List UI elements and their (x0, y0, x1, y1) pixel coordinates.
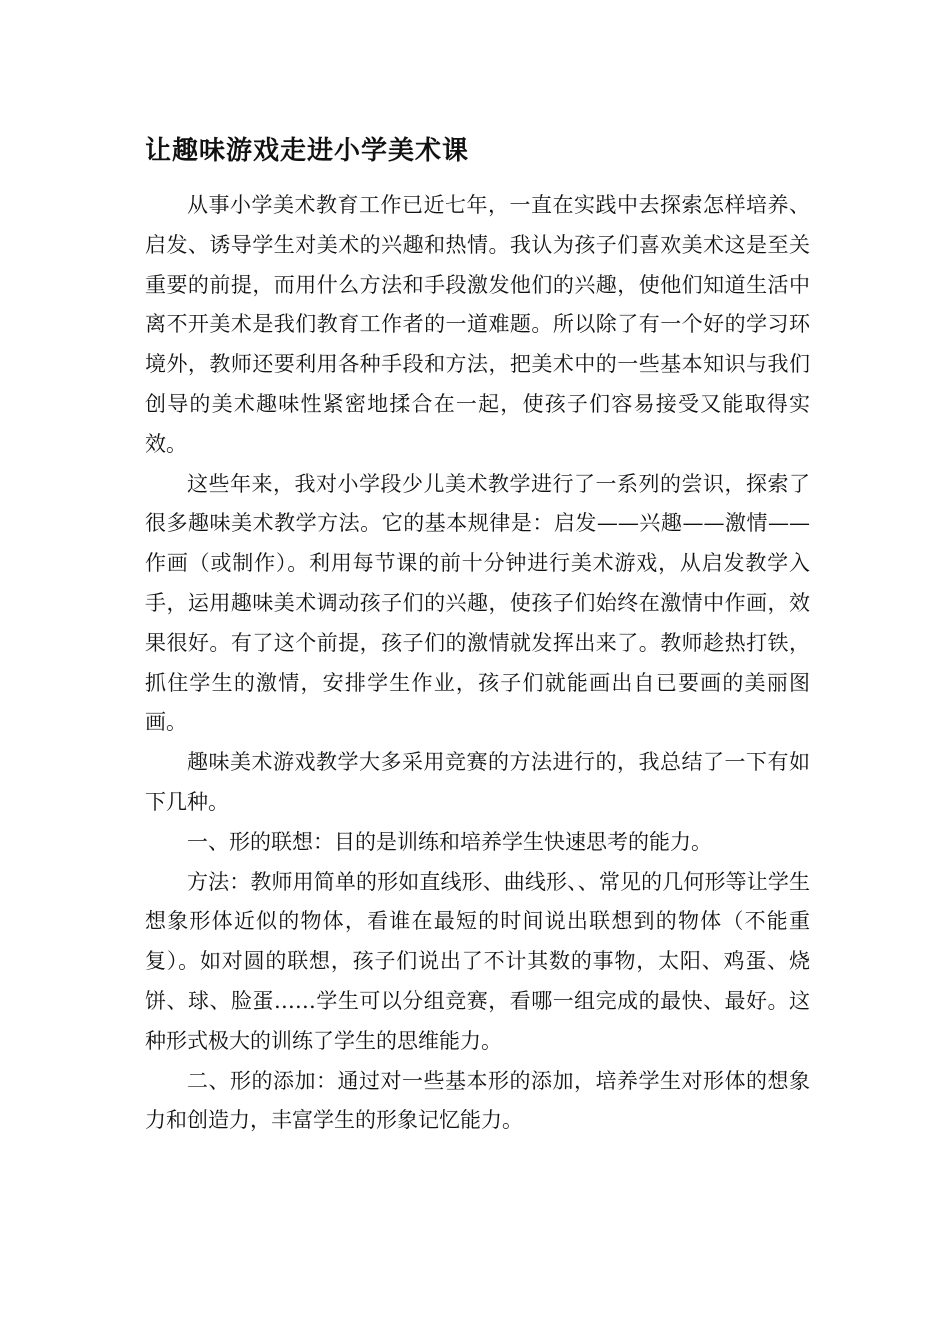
paragraph-section-one-method: 方法：教师用简单的形如直线形、曲线形、、常见的几何形等让学生想象形体近似的物体，看谁在最短的时间说出联想到的物体（不能重复）。如对圆的联想，孩子们说出了不计其数的事物，太阳、鸡蛋、烧饼、球、脸蛋……学生可以分组竞赛，看哪一组完成的最快、最好。这种形式极大的训练了学生的思维能力。 (145, 869, 810, 1053)
document-body (145, 126, 810, 1141)
paragraph-section-two: 二、形的添加：通过对一些基本形的添加，培养学生对形体的想象力和创造力，丰富学生的形象记忆能力。 (145, 1068, 810, 1133)
paragraph-intro: 从事小学美术教育工作已近七年，一直在实践中去探索怎样培养、启发、诱导学生对美术的兴趣和热情。我认为孩子们喜欢美术这是至关重要的前提，而用什么方法和手段激发他们的兴趣，使他们知道生活中离不开美术是我们教育工作者的一道难题。所以除了有一个好的学习环境外，教师还要利用各种手段和方法，把美术中的一些基本知识与我们创导的美术趣味性紧密地揉合在一起，使孩子们容易接受又能取得实效。 (145, 193, 810, 456)
paragraph-section-one: 一、形的联想：目的是训练和培养学生快速思考的能力。 (187, 829, 712, 854)
paragraph-methods: 这些年来，我对小学段少儿美术教学进行了一系列的尝识，探索了很多趣味美术教学方法。它的基本规律是：启发——兴趣——激情——作画（或制作）。利用每节课的前十分钟进行美术游戏，从启发教学入手，运用趣味美术调动孩子们的兴趣，使孩子们始终在激情中作画，效果很好。有了这个前提，孩子们的激情就发挥出来了。教师趁热打铁，抓住学生的激情，安排学生作业，孩子们就能画出自已要画的美丽图画。 (145, 471, 810, 735)
document-title: 让趣味游戏走进小学美术课 (145, 136, 470, 166)
paragraph-summary: 趣味美术游戏教学大多采用竞赛的方法进行的，我总结了一下有如下几种。 (145, 750, 810, 814)
